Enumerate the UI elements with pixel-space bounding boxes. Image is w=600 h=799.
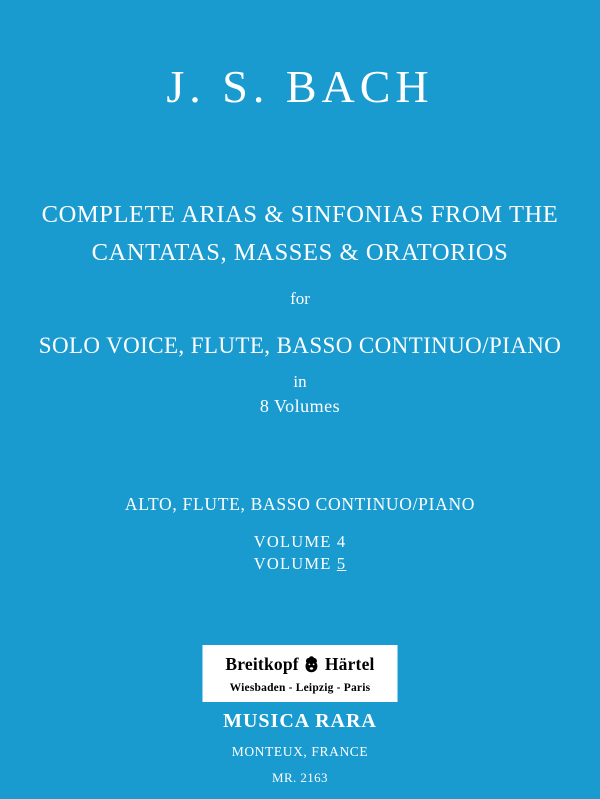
composer-name: J. S. BACH: [166, 61, 434, 112]
publisher-name-left: Breitkopf: [225, 654, 299, 675]
work-title-line-1: COMPLETE ARIAS & SINFONIAS FROM THE: [41, 201, 559, 228]
breitkopf-haertel-bear-icon: [303, 655, 321, 675]
volume-printed: [0, 532, 600, 552]
publisher-name-right: Härtel: [324, 654, 375, 675]
volume-printed-label: VOLUME: [253, 532, 332, 551]
instrumentation-line: SOLO VOICE, FLUTE, BASSO CONTINUO/PIANO: [38, 333, 562, 358]
work-title: [0, 196, 600, 272]
scoring-line: ALTO, FLUTE, BASSO CONTINUO/PIANO: [124, 494, 476, 514]
imprint-city: MONTEUX, FRANCE: [231, 744, 369, 759]
volume-corrected-label: VOLUME: [253, 554, 332, 573]
work-title-line-2: CANTATAS, MASSES & ORATORIOS: [91, 238, 509, 266]
for-label: for: [290, 289, 310, 308]
volume-printed-number: 4: [336, 532, 347, 551]
in-label: in: [293, 372, 307, 391]
publisher-logo-box: [203, 645, 398, 702]
publisher-name: [225, 655, 374, 675]
imprint-name: MUSICA RARA: [223, 710, 377, 732]
volumes-count: 8 Volumes: [259, 396, 341, 416]
volume-corrected: [0, 554, 600, 574]
plate-number: MR. 2163: [272, 770, 328, 785]
volume-corrected-number: 5: [336, 554, 347, 573]
publisher-cities: Wiesbaden - Leipzig - Paris: [229, 682, 371, 694]
